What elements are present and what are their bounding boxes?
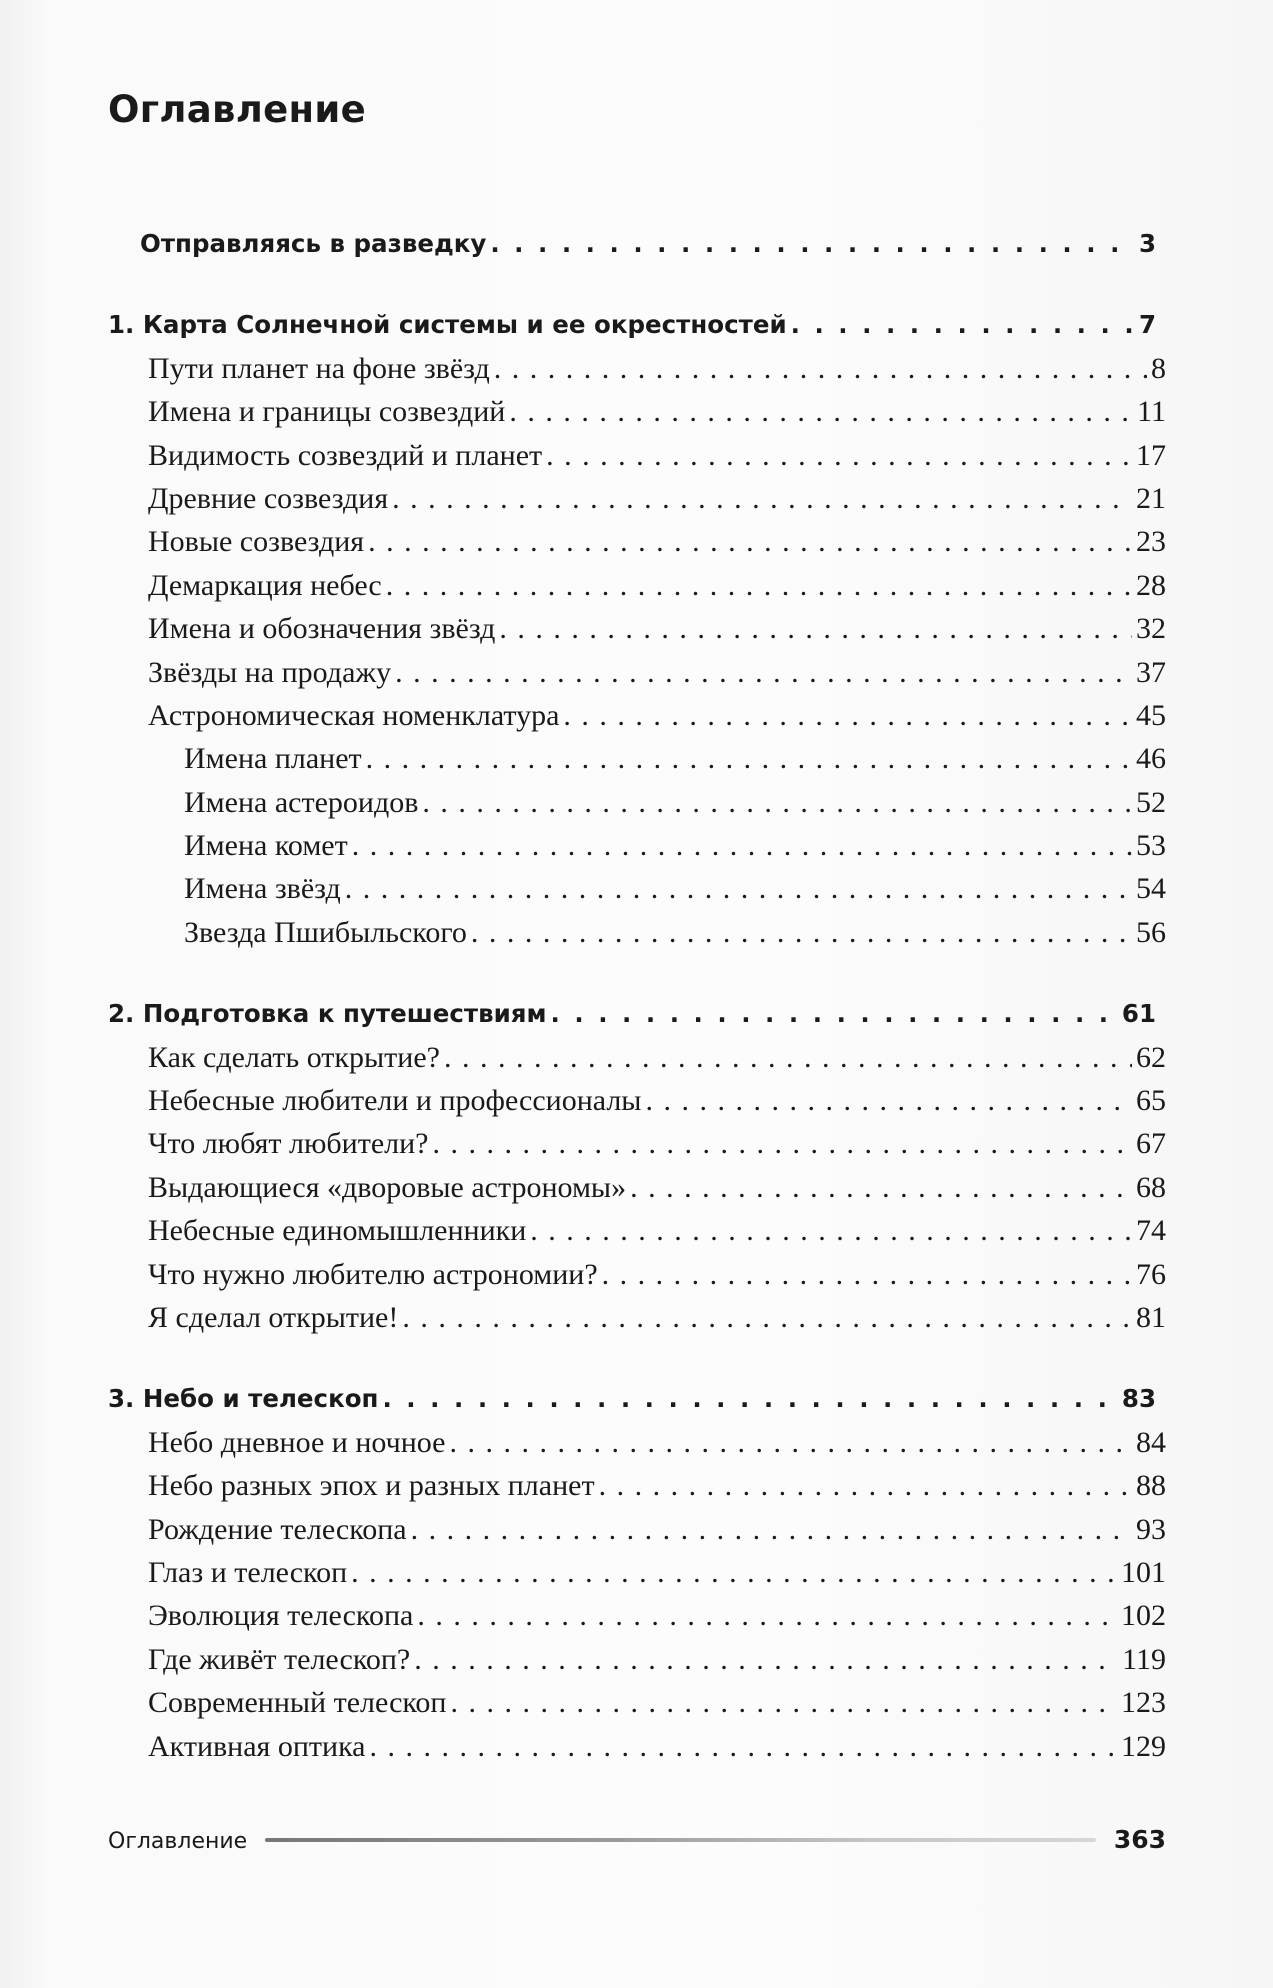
dot-leader [422,781,1132,824]
entry-title: Видимость созвездий и планет [148,438,543,472]
footer-rule [265,1838,1096,1842]
dot-leader [411,1508,1132,1551]
entry-title: Древние созвездия [148,481,389,515]
toc-entry-section[interactable] [108,1296,1166,1339]
entry-page: 83 [1121,1384,1156,1414]
entry-title: Небо дневное и ночное [148,1425,446,1459]
dot-leader [352,824,1132,867]
toc-entry-section[interactable] [108,477,1166,520]
dot-leader [599,1464,1132,1507]
intro-block [108,222,1166,265]
entry-page: 129 [1121,1729,1166,1763]
entry-page: 17 [1136,438,1166,472]
dot-leader [345,867,1132,910]
toc-entry-subsection[interactable] [108,911,1166,954]
dot-leader [351,1551,1117,1594]
dot-leader [530,1209,1132,1252]
dot-leader [386,564,1132,607]
page-footer [108,1825,1166,1854]
entry-title: Отправляясь в разведку [140,229,487,258]
entry-page: 88 [1136,1469,1166,1503]
entry-title: Имена астероидов [184,785,419,819]
entry-title: Что нужно любителю астрономии? [148,1257,598,1291]
entry-page: 56 [1136,915,1166,949]
entry-page: 46 [1136,742,1166,776]
dot-leader [451,1681,1118,1724]
toc-entry-section[interactable] [108,1421,1166,1464]
entry-title: Рождение телескопа [148,1512,407,1546]
toc-entry-section[interactable] [108,347,1166,390]
entry-title: Имена звёзд [184,872,341,906]
entry-title: Имена комет [184,829,348,863]
dot-leader [630,1166,1132,1209]
entry-page: 21 [1136,481,1166,515]
entry-page: 52 [1136,785,1166,819]
entry-title: Эволюция телескопа [148,1599,414,1633]
toc-entry-section[interactable] [108,1079,1166,1122]
dot-leader [417,1594,1117,1637]
dot-leader [366,737,1132,780]
entry-title: Небо разных эпох и разных планет [148,1469,595,1503]
entry-title: Как сделать открытие? [148,1040,440,1074]
entry-title: Где живёт телескоп? [148,1642,411,1676]
dot-leader [546,434,1132,477]
toc-entry-section[interactable] [108,1209,1166,1252]
chapter-1-block [108,303,1166,954]
entry-page: 8 [1151,351,1166,385]
running-footer-label: Оглавление [108,1829,248,1854]
entry-page: 65 [1136,1084,1166,1118]
entry-title: Активная оптика [148,1729,366,1763]
entry-title: 3. Небо и телескоп [108,1384,379,1414]
toc-entry-chapter[interactable] [108,1377,1166,1420]
dot-leader [414,1638,1118,1681]
entry-page: 93 [1136,1512,1166,1546]
table-of-contents [108,222,1166,1768]
entry-title: Небесные любители и профессионалы [148,1084,642,1118]
entry-page: 67 [1136,1127,1166,1161]
toc-entry-section[interactable] [108,607,1166,650]
entry-page: 32 [1136,612,1166,646]
dot-leader [370,1725,1118,1768]
dot-leader [645,1079,1132,1122]
dot-leader [433,1122,1133,1165]
entry-page: 23 [1136,525,1166,559]
toc-entry-section[interactable] [108,1508,1166,1551]
entry-page: 119 [1122,1642,1166,1676]
dot-leader [490,222,1135,265]
toc-entry-section[interactable] [108,1166,1166,1209]
dot-leader [499,607,1132,650]
dot-leader [602,1253,1132,1296]
dot-leader [449,1421,1132,1464]
dot-leader [368,520,1132,563]
toc-entry-section[interactable] [108,1594,1166,1637]
entry-title: Имена планет [184,742,362,776]
entry-title: Пути планет на фоне звёзд [148,351,490,385]
entry-page: 84 [1136,1425,1166,1459]
entry-page: 11 [1137,395,1166,429]
toc-entry-section[interactable] [108,1551,1166,1594]
toc-entry-section[interactable] [108,651,1166,694]
entry-page: 101 [1121,1555,1166,1589]
toc-entry-subsection[interactable] [108,867,1166,910]
entry-page: 68 [1136,1170,1166,1204]
entry-title: Небесные единомышленники [148,1214,527,1248]
toc-entry-section[interactable] [108,434,1166,477]
toc-entry-subsection[interactable] [108,737,1166,780]
page-title: Оглавление [108,88,367,131]
entry-title: Демаркация небес [148,568,382,602]
entry-title: Звезда Пшибыльского [184,915,467,949]
entry-page: 123 [1121,1686,1166,1720]
entry-title: Современный телескоп [148,1686,447,1720]
page-number: 363 [1113,1825,1166,1854]
dot-leader [471,911,1132,954]
toc-entry-chapter[interactable] [108,303,1166,346]
entry-page: 7 [1138,310,1156,340]
toc-entry-section[interactable] [108,1464,1166,1507]
entry-title: Я сделал открытие! [148,1300,399,1334]
entry-page: 3 [1138,229,1156,258]
dot-leader [402,1296,1132,1339]
dot-leader [392,477,1132,520]
toc-entry-intro[interactable] [108,222,1166,265]
entry-page: 37 [1136,655,1166,689]
toc-entry-section[interactable] [108,1638,1166,1681]
entry-page: 74 [1136,1214,1166,1248]
dot-leader [494,347,1147,390]
toc-entry-section[interactable] [108,1725,1166,1768]
entry-page: 28 [1136,568,1166,602]
toc-entry-section[interactable] [108,1036,1166,1079]
entry-title: Глаз и телескоп [148,1555,348,1589]
entry-page: 53 [1136,829,1166,863]
entry-title: 2. Подготовка к путешествиям [108,999,547,1029]
entry-title: Имена и границы созвездий [148,395,506,429]
toc-entry-section[interactable] [108,564,1166,607]
dot-leader [395,651,1132,694]
entry-page: 62 [1136,1040,1166,1074]
chapter-2-block [108,992,1166,1339]
entry-title: Выдающиеся «дворовые астрономы» [148,1170,627,1204]
entry-page: 102 [1121,1599,1166,1633]
entry-title: Астрономическая номенклатура [148,698,560,732]
toc-entry-section[interactable] [108,390,1166,433]
entry-page: 81 [1136,1300,1166,1334]
toc-entry-section[interactable] [108,520,1166,563]
entry-title: Звёзды на продажу [148,655,392,689]
entry-page: 76 [1136,1257,1166,1291]
entry-title: 1. Карта Солнечной системы и ее окрестностей [108,310,787,340]
dot-leader [382,1377,1117,1420]
entry-page: 54 [1136,872,1166,906]
dot-leader [444,1036,1132,1079]
dot-leader [563,694,1132,737]
dot-leader [509,390,1133,433]
toc-entry-section[interactable] [108,694,1166,737]
chapter-3-block [108,1377,1166,1768]
dot-leader [791,303,1135,346]
toc-entry-subsection[interactable] [108,781,1166,824]
toc-entry-section[interactable] [108,1122,1166,1165]
entry-title: Что любят любители? [148,1127,429,1161]
entry-title: Новые созвездия [148,525,365,559]
entry-title: Имена и обозначения звёзд [148,612,496,646]
entry-page: 45 [1136,698,1166,732]
toc-entry-subsection[interactable] [108,824,1166,867]
toc-entry-section[interactable] [108,1681,1166,1724]
toc-entry-section[interactable] [108,1253,1166,1296]
entry-page: 61 [1121,999,1156,1029]
toc-entry-chapter[interactable] [108,992,1166,1035]
dot-leader [551,992,1118,1035]
